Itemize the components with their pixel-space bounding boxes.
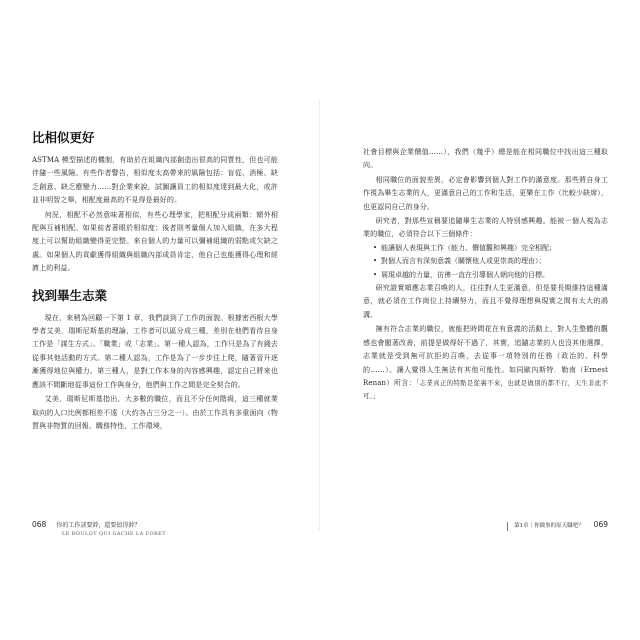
page-number: 068	[32, 520, 47, 529]
renan-quote: 「志業真正的特點是從裏不來，也就是做別的都不行，天生非此不可。」	[363, 379, 609, 401]
running-title: 你的工作該要幹，還要值得幹？	[56, 522, 141, 529]
paragraph: 相同職位的面貌差異，必定會影響到個人對工作的滿意度。那些將自身工作視為畢生志業的人，更滿意自己的工作和生活，更樂在工作（比較少缺席），也更認同自己的身分。	[363, 175, 608, 211]
running-subtitle: LE BOULOT QUI GACHE LA FORET	[62, 531, 166, 537]
left-column	[32, 130, 278, 433]
paragraph: 艾美．瑞斯尼斯基指出，大多數的職位，而且不分任何階級，這三種就業取向的人口比例都相差不遠（大約各占三分之一）。由於工作具有多重面向（物質與非物質的回報、職務特性、工作環境，	[32, 395, 278, 430]
paragraph: 研究證實順應志業召喚的人，往往對人生更滿意，但是要長期維持這種滿意，就必須在工作崗位上持續努力，而且不覺得理想與現實之間有太大的鴻溝。	[363, 284, 608, 319]
condition-list	[363, 242, 608, 282]
right-page	[320, 0, 640, 640]
section-heading-better-than-similar: 比相似更好	[32, 130, 95, 145]
list-item: • 對個人而言有深刻意義（關懷他人或更崇高的理由）；	[373, 257, 546, 266]
paragraph: 研究者，對那些宣稱要追隨畢生志業的人特別感興趣。能被一個人視為志業的職位，必須符合以下三個條件：	[363, 217, 608, 239]
section-heading-find-vocation: 找到畢生志業	[32, 287, 108, 303]
paragraph: 何況，相配不必然意味著相似，有些心理學家，把相配分成兩類：額外相配與互補相配。如果前者著眼於相似度；後者則考量個人加入組織，在多大程度上可以幫助組織變得更完整。來自個人的力量可以彌補組織的弱點或欠缺之處。如果個人的貢獻獲得組織與組織內部成員肯定，他自己也能獲得心理和經濟上的利益。	[32, 210, 278, 273]
paragraph: 現在，來稍為回顧一下第 1 章，我們談到了工作的面貌。根據密西根大學學者艾美．瑞斯尼斯基的理論，工作者可以區分成三種，差別在他們看待自身工作是「謀生方式」、「職業」或「志業」。第一種人認為，工作只是為了有錢去從事其他活動的方式。第二種人認為，工作是為了一步步往上爬，隨著晉升逐漸獲得地位與權力。第三種人，是對工作本身的內容感興趣，認定自己將來也應該不間斷地從事這份工作與身分，他們與工作之間是完全契合的。	[32, 313, 278, 389]
list-item: • 能讓個人表現與工作（能力、價值觀和興趣）完全相配；	[373, 243, 556, 252]
list-item: • 展現卓越的力量，彷彿一直在引導個人朝向他的目標。	[373, 270, 549, 279]
right-footer	[507, 520, 608, 531]
paragraph: 社會目標與企業價值……），我們（幾乎）總是能在相同職位中找出這三種取向。	[363, 148, 608, 170]
right-column	[363, 146, 608, 404]
left-footer	[32, 520, 166, 539]
page-number: 069	[593, 520, 608, 529]
paragraph: 擁有符合志業的職位，就能把時間花在有意義的活動上，對人生整體的觀感也會顯著改善，前提是做得好不過了，其實，追隨志業的人也沒其他選擇，志業就是受到無可抗拒的召喚，去從事一項特別的任務（政治的、科學的……）。讓人覺得人生無法有其他可能性。如同歐內斯特．勒南（Ernest Renan）所言：「志業真正的特點是從裏不來，也就是做別的都不行，天生非此不可。」	[363, 325, 609, 401]
paragraph: ASTMA 模型描述的機制，有助於在組織內部創造出很高的同質性，但也可能伴隨一些風險。有些作者警告，相似度太高帶來的風險包括：盲從、消極、缺乏創意、缺乏應變力……對企業來說，試圖讓員工的相似度達到最大化，或許並非明智之舉，相配度最高的不見得是最好的。	[32, 156, 278, 205]
chapter-label: 第1章｜你做事的原天職吧？	[507, 522, 584, 531]
